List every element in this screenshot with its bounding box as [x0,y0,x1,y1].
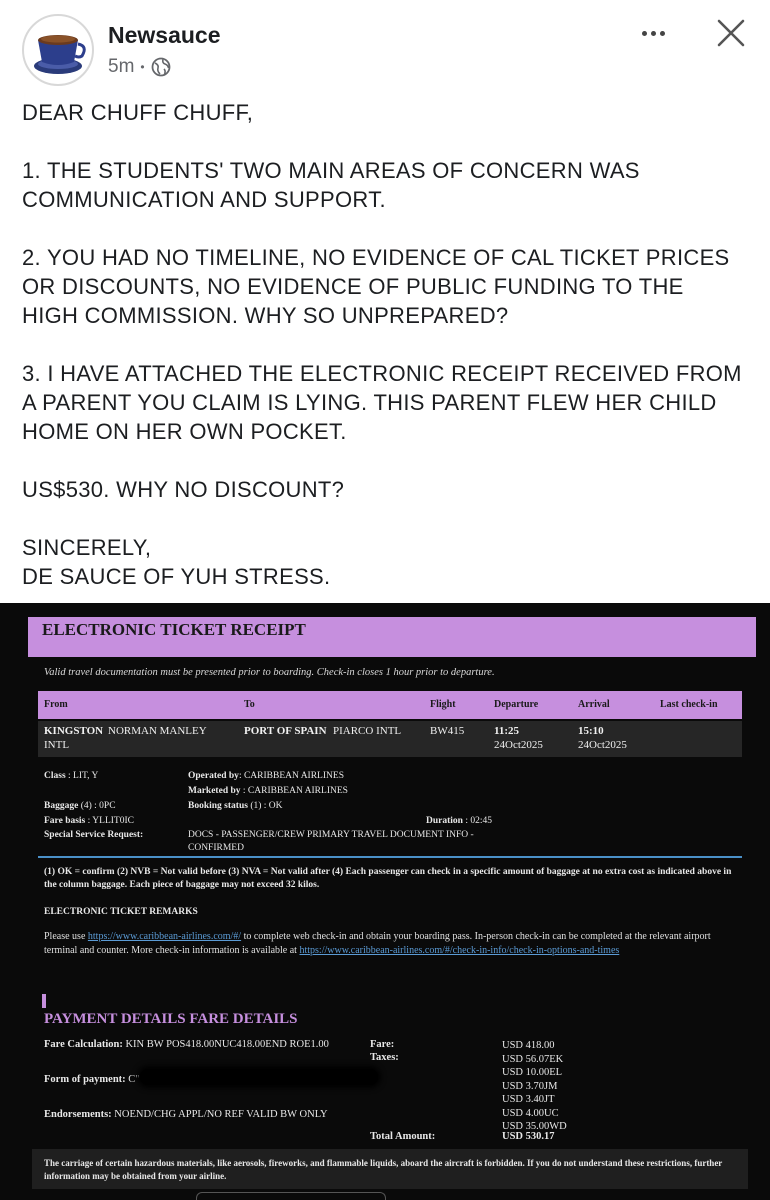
redaction-blur [140,1069,378,1085]
fare-calc: Fare Calculation: KIN BW POS418.00NUC418.00END ROE1.00 [44,1039,329,1050]
page-avatar[interactable] [22,14,94,86]
post-paragraph: 1. THE STUDENTS' TWO MAIN AREAS OF CONCERN WAS COMMUNICATION AND SUPPORT. [22,158,640,212]
from-city: KINGSTON [44,725,104,737]
teacup-logo-icon [24,16,92,84]
post-meta [108,56,171,78]
divider [38,856,742,858]
more-options-button[interactable] [636,22,670,44]
marketed-info: Marketed by : CARIBBEAN AIRLINES [188,786,348,796]
form-of-payment: Form of payment: C" [44,1074,140,1085]
header-flight: Flight [430,699,456,710]
remarks: Please use https://www.caribbean-airlines.com/#/ to complete web check-in and obtain your boarding pass. In-person check-in can be completed at the relevant airport terminal and counter. More check-in information is available at https://www.caribbean-airlines.com/#/check-in-info/check-in-options-and-times [44,931,711,956]
amount-line: USD 418.00 [502,1040,555,1051]
dep-time: 11:25 [494,725,520,737]
arr-date: 24Oct2025 [578,739,627,751]
post-paragraph: US$530. WHY NO DISCOUNT? [22,477,345,502]
header-departure: Departure [494,699,539,710]
checkin-link[interactable]: https://www.caribbean-airlines.com/#/ [87,931,242,942]
baggage-info: Baggage (4) : 0PC [44,801,116,811]
fare-label: Fare: [370,1039,395,1050]
receipt-note: Valid travel documentation must be presented prior to boarding. Check-in closes 1 hour prior to departure. [44,667,495,678]
section-marker [42,994,46,1008]
close-icon[interactable] [714,16,748,50]
class-info: Class : LIT, Y [44,771,99,781]
globe-icon [151,57,171,77]
post-time[interactable]: 5m [108,56,135,77]
post-paragraph: 2. YOU HAD NO TIMELINE, NO EVIDENCE OF CAL TICKET PRICES OR DISCOUNTS, NO EVIDENCE OF PUBLIC FUNDING TO THE HIGH COMMISSION. WHY SO UNPREPARED? [22,245,730,328]
from-airport: NORMAN MANLEY [108,725,207,737]
remarks-title: ELECTRONIC TICKET REMARKS [44,907,198,917]
total-value: USD 530.17 [502,1131,555,1142]
header-last-checkin: Last check-in [660,699,718,710]
post-paragraph: SINCERELY, DE SAUCE OF YUH STRESS. [22,535,331,589]
amount-line: USD 4.00UC [502,1107,559,1119]
hazard-text: The carriage of certain hazardous materials, like aerosols, fireworks, and flammable liquids, aboard the aircraft is forbidden. If you do not understand these restrictions, further information may be obtained from your airline. [44,1158,723,1181]
amount-line: USD 10.00EL [502,1067,563,1078]
more-dots-icon [642,31,647,36]
separator-dot: • [140,60,145,74]
duration-info: Duration : 02:45 [426,816,492,826]
amount-line: USD 3.40JT [502,1094,555,1105]
booking-info: Booking status (1) : OK [188,801,283,811]
fare-basis-info: Fare basis : YLLIT0IC [44,816,134,826]
endorsements: Endorsements: NOEND/CHG APPL/NO REF VALID BW ONLY [44,1109,328,1120]
from-airport-2: INTL [44,739,70,751]
hazard-footer [32,1149,748,1189]
post-text [22,98,752,591]
ssr-label: Special Service Request: [44,830,144,840]
ssr-value: DOCS - PASSENGER/CREW PRIMARY TRAVEL DOCUMENT INFO - [188,830,474,840]
to-city: PORT OF SPAIN [244,725,327,737]
checkin-info-link[interactable]: https://www.caribbean-airlines.com/#/check-in-info/check-in-options-and-times [299,944,620,956]
receipt-title-bar [28,617,756,657]
ssr-value-2: CONFIRMED [188,843,244,853]
receipt-title: ELECTRONIC TICKET RECEIPT [42,620,306,639]
to-airport: PIARCO INTL [333,725,402,737]
header-arrival: Arrival [578,699,610,710]
amount-line: USD 56.07EK [502,1053,564,1065]
operated-info: Operated by: CARIBBEAN AIRLINES [188,771,344,781]
header-from: From [44,699,68,710]
flight-table-header [38,691,742,719]
flight-number: BW415 [430,725,465,737]
fare-amounts [502,1039,567,1134]
page-name[interactable]: Newsauce [108,22,221,48]
scroll-edge [196,1192,386,1200]
amount-line: USD 3.70JM [502,1080,558,1092]
receipt-image[interactable] [0,603,770,1200]
post-paragraph: 3. I HAVE ATTACHED THE ELECTRONIC RECEIPT RECEIVED FROM A PARENT YOU CLAIM IS LYING. THIS PARENT FLEW HER CHILD HOME ON HER OWN POCKET. [22,361,742,444]
total-label: Total Amount: [370,1131,436,1142]
taxes-label: Taxes: [370,1052,399,1063]
arr-time: 15:10 [578,725,604,737]
post-paragraph: DEAR CHUFF CHUFF, [22,100,254,125]
payment-title: PAYMENT DETAILS FARE DETAILS [44,1011,298,1027]
amount-line: USD 35.00WD [502,1121,567,1132]
flight-row [38,721,742,757]
header-to: To [244,699,255,710]
legend: (1) OK = confirm (2) NVB = Not valid before (3) NVA = Not valid after (4) Each passenger can check in a specific amount of baggage at no extra cost as indicated above in the column baggage. Each piece of baggage may not exceed 32 kilos. [44,867,732,890]
dep-date: 24Oct2025 [494,739,543,751]
